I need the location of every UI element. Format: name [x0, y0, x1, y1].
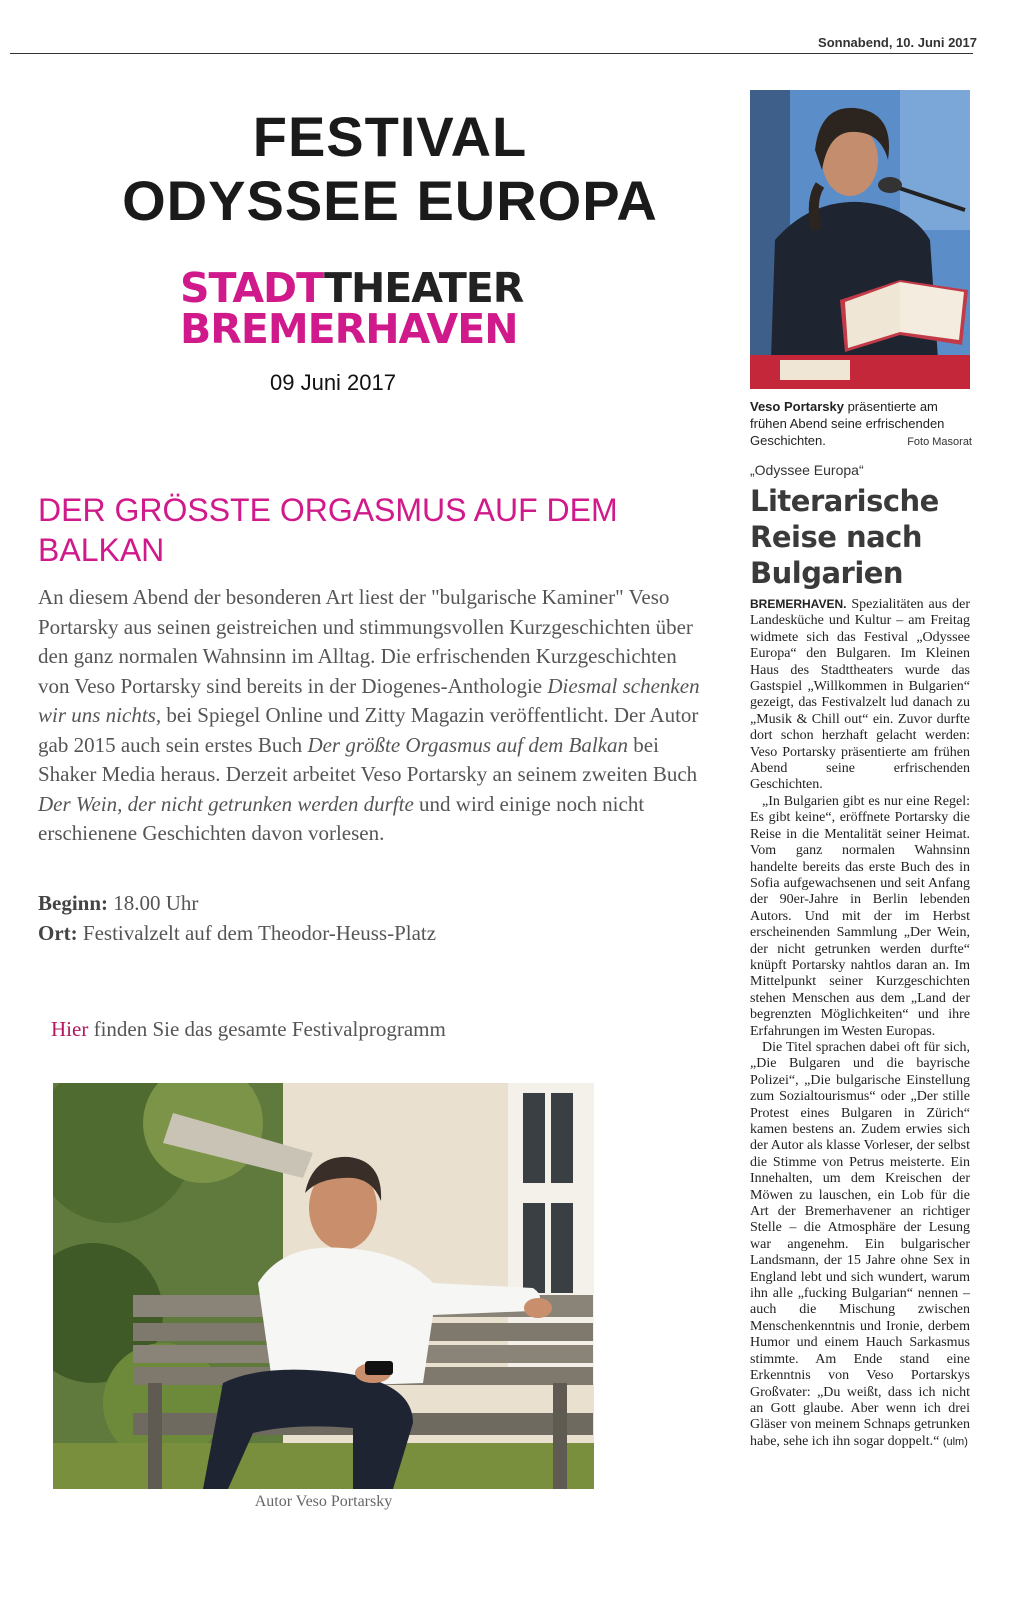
newspaper-photo-caption — [750, 398, 972, 451]
festival-program-line — [51, 1017, 701, 1042]
newspaper-body — [750, 596, 970, 1450]
article-date: 09 Juni 2017 — [270, 370, 396, 395]
caption-name: Veso Portarsky — [750, 399, 844, 414]
article-body — [38, 583, 710, 849]
newspaper-paragraph-2: „In Bulgarien gibt es nur eine Regel: Es gibt keine“, eröffnete Portarsky die Reise in die Mentalität seiner Heimat. Vom ganz normalen Wahnsinn handelte bereits das erste Buch des in Sofia aufgewachsenen und seit Anfang der 90er-Jahre in Berlin lebenden Autors. Und mit der im Herbst erscheinenden Sammlung „Der Wein, der nicht getrunken werden durfte“ knüpft Portarsky nahtlos daran an. Im Mittelpunkt seiner Kurzgeschichten stehen Menschen aus dem „Land der begrenzten Möglichkeiten“ und ihre Erfahrungen im Westen Europas. — [750, 793, 970, 1039]
photo-credit: Foto Masorat — [907, 436, 972, 448]
newspaper-kicker: „Odyssee Europa“ — [750, 462, 864, 478]
body-part-4: und wird einige noch nicht erschienene Geschichten davon vorlesen. — [38, 791, 645, 845]
festival-program-link[interactable]: Hier — [51, 1017, 89, 1041]
newspaper-headline: Literarische Reise nach Bulgarien — [750, 484, 939, 590]
event-begin — [38, 888, 710, 918]
article-headline: DER GRÖSSTE ORGASMUS AUF DEM BALKAN — [38, 492, 618, 568]
paragraph-3-text: Die Titel sprachen dabei oft für sich, „Die Bulgaren und die bayrische Polizei“, „Die bulgarische Einstellung zum Sozialtourismus“ oder „Der stille Protest eines Bulgaren in Zürich“ kamen bestens an. Zudem erwies sich der Autor als klasse Vorleser, der selbst die Stimme von Petrus meisterte. Ein Innehalten, um dem Kreischen der Möwen zu lauschen, ein Lob für die Art der Bremerhavener an richtiger Stelle – die Atmosphäre der Lesung war angenehm. Ein bulgarischer Landsmann, der 15 Jahre ohne Sex in England lebt und sich wundert, warum ihn alle „fucking Bulgarian“ nennen – auch die Mischung zwischen Menschenkenntnis und Ironie, derbem Humor und einem Hauch Sarkasmus stimmte. Am Ende stand eine Erkenntnis von Veso Portarskys Großvater: „Du weißt, dass ich nicht an Gott glaube. Aber wenn ich drei Gläser von meinem Schnaps getrunken habe, sehe ich ihn sogar doppelt.“ — [750, 1039, 970, 1449]
newspaper-paragraph-3 — [750, 1040, 970, 1450]
author-photo-caption: Autor Veso Portarsky — [254, 1493, 393, 1510]
body-part-3: bei Shaker Media heraus. Derzeit arbeitet Veso Portarsky an seinem zweiten Buch — [38, 732, 698, 786]
festival-title — [40, 105, 740, 233]
book-title-anthology: Diesmal schenken wir uns nichts, — [38, 673, 700, 727]
place-value: Festivalzelt auf dem Theodor-Heuss-Platz — [77, 921, 437, 945]
logo-bremerhaven: BREMERHAVEN — [180, 305, 518, 353]
body-part-1: An diesem Abend der besonderen Art liest der "bulgarische Kaminer" Veso Portarsky aus seinen geistreichen und stimmungsvollen Kurzgeschichten über den ganz normalen Wahnsinn im Alltag. Die erfrischenden Kurzgeschichten von Veso Portarsky sind bereits in der Diogenes-Anthologie — [38, 585, 693, 698]
begin-value: 18.00 Uhr — [108, 891, 199, 915]
author-photo-bench — [53, 1083, 594, 1489]
newspaper-photo-reading — [750, 90, 970, 389]
begin-label: Beginn: — [38, 891, 109, 915]
book-title-second: Der Wein, der nicht getrunken werden durfte — [38, 791, 414, 816]
body-part-2: bei Spiegel Online und Zitty Magazin veröffentlicht. Der Autor gab 2015 auch sein erstes Buch — [38, 703, 699, 757]
dateline-city: BREMERHAVEN. — [750, 597, 847, 611]
header-rule — [10, 53, 973, 54]
logo-stadt: STADT — [180, 264, 324, 312]
author-signature: (ulm) — [942, 1435, 968, 1448]
place-label: Ort: — [38, 921, 78, 945]
newspaper-date: Sonnabend, 10. Juni 2017 — [818, 35, 977, 50]
event-facts — [38, 888, 710, 948]
paragraph-1-text: Spezialitäten aus der Landesküche und Kultur – am Freitag widmete sich das Festival „Odyssee Europa“ den Bulgaren. Im Kleinen Haus des Stadttheaters wurde das Gastspiel „Willkommen in Bulgarien“ gezeigt, das Festivalzelt lud danach zu „Musik & Chill out“ ein. Zuvor durfte dort schon herzhaft gelacht werden: Veso Portarsky präsentierte am frühen Abend seine erfrischenden Geschichten. — [750, 597, 970, 793]
festival-title-line1: FESTIVAL — [252, 105, 528, 168]
logo-theater: THEATER — [324, 264, 524, 312]
book-title-first: Der größte Orgasmus auf dem Balkan — [307, 732, 629, 757]
festival-program-text: finden Sie das gesamte Festivalprogramm — [88, 1017, 446, 1041]
caption-text: präsentierte am frühen Abend seine erfrischenden Geschichten. — [750, 399, 945, 448]
newspaper-paragraph-1 — [750, 596, 970, 794]
event-place — [38, 918, 710, 948]
festival-title-line2: ODYSSEE EUROPA — [122, 169, 658, 232]
stadttheater-logo — [180, 264, 540, 353]
